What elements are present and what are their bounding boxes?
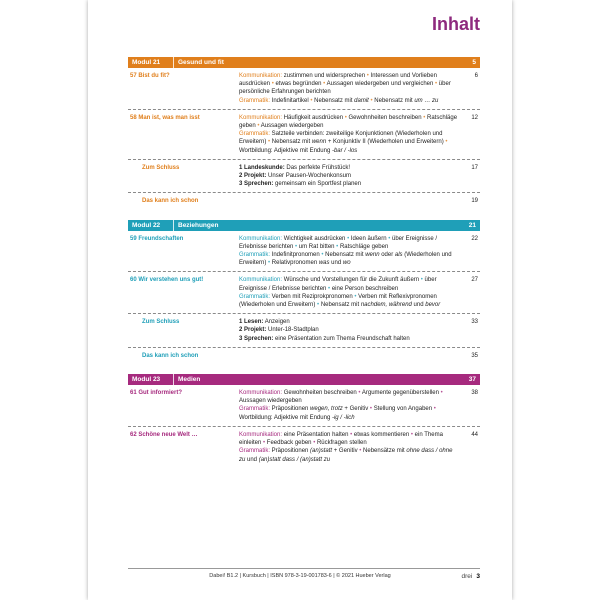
text-segment: Nebensatz mit [372, 97, 415, 104]
lesson-title[interactable]: Das kann ich schon [142, 352, 199, 359]
text-segment: • [369, 406, 373, 413]
text-segment: und [329, 260, 343, 267]
activity-item [239, 335, 458, 343]
lesson-title[interactable]: Das kann ich schon [142, 198, 199, 205]
text-segment: Präpositionen [270, 448, 311, 455]
lesson-description [238, 197, 458, 205]
text-segment: • [257, 123, 260, 130]
module-header[interactable] [128, 220, 480, 231]
description-line [239, 72, 458, 97]
text-segment: Grammatik: [239, 97, 271, 104]
text-segment: Satzteile verbinden: zweiteilige Konjunktionen (Wiederholen und Erweitern) [239, 131, 443, 146]
lesson-page: 12 [471, 114, 478, 121]
activity-text: Anzeigen [263, 319, 290, 326]
module-number: Modul 21 [132, 57, 174, 68]
activity-number: 1 [239, 319, 245, 326]
text-segment: Gewohnheiten beschreiben [346, 114, 424, 121]
text-segment: Nebensatz mit [270, 139, 312, 146]
lesson-title[interactable]: 60 Wir verstehen uns gut! [130, 277, 204, 284]
activity-label: Landeskunde: [244, 164, 285, 171]
text-segment: • [370, 97, 373, 104]
lesson-row [128, 314, 480, 348]
activity-text: Unter-18-Stadtplan [266, 327, 319, 334]
text-segment: Relativpronomen [270, 260, 319, 267]
lesson-page: 22 [471, 235, 478, 242]
table-of-contents [128, 53, 480, 468]
activity-item [239, 172, 458, 180]
lesson-description [238, 164, 458, 189]
lesson-page: 27 [471, 277, 478, 284]
text-segment: • [321, 252, 324, 259]
lesson-row [128, 348, 480, 364]
text-segment: etwas kommentieren [352, 431, 411, 438]
text-segment: • [268, 260, 271, 267]
module-name: Medien [178, 376, 201, 384]
text-segment: • [358, 390, 361, 397]
text-segment: -ig / -lich [331, 414, 355, 421]
text-segment: Grammatik: [239, 448, 271, 455]
text-segment: Kommunikation: [239, 114, 283, 121]
text-segment: Kommunikation: [239, 431, 283, 438]
activity-label: Projekt: [244, 327, 267, 334]
text-segment: Ratschläge geben [338, 243, 389, 250]
lesson-page: 17 [471, 164, 478, 171]
text-segment: + Genitiv [332, 448, 360, 455]
lesson-description [238, 72, 458, 105]
activity-number: 3 [239, 181, 245, 188]
text-segment: -bar / -los [331, 147, 358, 154]
module-page: 37 [468, 376, 476, 384]
lesson-title[interactable]: Zum Schluss [142, 319, 180, 326]
text-segment: um … zu [414, 97, 439, 104]
text-segment: Indefinitartikel [270, 97, 311, 104]
text-segment: eine Präsentation halten [282, 431, 351, 438]
text-segment: was [318, 260, 330, 267]
text-segment: (an)statt dass / (an)statt zu [258, 456, 331, 463]
lesson-description [238, 114, 458, 155]
lesson-page: 35 [471, 352, 478, 359]
text-segment: • [323, 81, 326, 88]
text-segment: damit [354, 97, 369, 104]
text-segment: Rückfragen stellen [315, 440, 367, 447]
text-segment: Interessen und Vorlieben ausdrücken [239, 73, 437, 88]
text-segment: • [295, 243, 298, 250]
lesson-page: 44 [471, 431, 478, 438]
text-segment: • [440, 390, 443, 397]
lesson-title[interactable]: 59 Freundschaften [130, 235, 184, 242]
text-segment: • [420, 277, 423, 284]
text-segment: • [347, 235, 350, 242]
lesson-title[interactable]: 57 Bist du fit? [130, 73, 170, 79]
text-segment: Kommunikation: [239, 235, 283, 242]
page-number [462, 573, 480, 580]
text-segment: bevor [425, 302, 441, 309]
description-line [239, 130, 458, 155]
activity-text: gemeinsam ein Sportfest planen [273, 181, 362, 188]
text-segment: • [310, 97, 313, 104]
text-segment: Aussagen wiedergeben [259, 123, 324, 130]
lesson-row [128, 160, 480, 194]
text-segment: Ratschläge geben [239, 114, 458, 130]
lesson-description [238, 276, 458, 309]
text-segment: Verben mit Reziprokpronomen [270, 293, 355, 300]
text-segment: Feedback geben [265, 440, 314, 447]
text-segment: um Rat bitten [297, 243, 337, 250]
text-segment: wenn [365, 252, 380, 259]
activity-label: Lesen: [244, 319, 264, 326]
lesson-page: 19 [471, 198, 478, 205]
text-segment: Kommunikation: [239, 73, 283, 79]
activity-item [239, 318, 458, 326]
text-segment: Nebensatz mit [323, 252, 366, 259]
text-segment: Verben mit Reflexivpronomen (Wiederholen und Erweitern) [239, 293, 437, 309]
lesson-row [128, 427, 480, 468]
description-line [239, 431, 458, 447]
lesson-row [128, 110, 480, 160]
activity-number: 2 [239, 173, 245, 180]
lesson-page: 6 [474, 73, 478, 79]
text-segment: Aussagen wiedergeben und vergleichen [325, 81, 436, 88]
module-page: 5 [472, 59, 476, 66]
lesson-row [128, 231, 480, 273]
description-line [239, 293, 458, 309]
activity-label: Projekt: [244, 173, 267, 180]
text-segment: • [354, 293, 357, 300]
module-page: 21 [468, 221, 476, 229]
text-segment: Wünsche und Vorstellungen für die Zukunft äußern [282, 277, 421, 284]
activity-item [239, 180, 458, 188]
text-segment: eine Person beschreiben [330, 285, 399, 292]
lesson-row [128, 272, 480, 314]
text-segment: Stellung von Angaben [372, 406, 434, 413]
text-segment: • [268, 139, 271, 146]
lesson-description [238, 389, 458, 422]
text-segment: Kommunikation: [239, 277, 283, 284]
description-line [239, 389, 458, 405]
description-line [239, 405, 458, 421]
text-segment: Nebensatz mit [312, 97, 355, 104]
lesson-description [238, 235, 458, 268]
text-segment: (an)statt [310, 448, 333, 455]
text-segment: • [350, 431, 353, 438]
text-segment: Grammatik: [239, 252, 271, 259]
module-number: Modul 22 [132, 220, 174, 231]
description-line [239, 276, 458, 292]
text-segment: oder [379, 252, 395, 259]
text-segment: ein Thema einleiten [239, 431, 443, 447]
text-segment: Nebensatz mit [319, 302, 361, 309]
description-line [239, 251, 458, 267]
text-segment: Grammatik: [239, 293, 271, 300]
text-segment: über persönliche Erfahrungen berichten [239, 81, 451, 96]
activity-item [239, 164, 458, 172]
page-title: Inhalt [432, 14, 480, 34]
page-word: drei [461, 573, 473, 580]
lesson-row [128, 385, 480, 427]
text-segment: Ideen äußern [349, 235, 389, 242]
module-header[interactable] [128, 57, 480, 68]
lesson-description [238, 318, 458, 343]
text-segment: zustimmen und widersprechen [282, 73, 367, 79]
lesson-description [238, 352, 458, 360]
text-segment: Wichtigkeit ausdrücken [282, 235, 348, 242]
text-segment: und [245, 456, 259, 463]
text-segment: und [411, 302, 426, 309]
text-segment: über Ereignisse / Erlebnisse berichten [239, 277, 437, 292]
text-segment: wenn [311, 139, 327, 146]
module-name: Gesund und fit [178, 59, 224, 66]
footer-imprint: Dabei! B1.2 | Kursbuch | ISBN 978-3-19-001783-6 | © 2021 Hueber Verlag [209, 573, 391, 579]
lesson-title[interactable]: 62 Schöne neue Welt … [130, 431, 198, 438]
text-segment: • [344, 114, 347, 121]
text-segment: • [366, 73, 369, 79]
text-segment: • [388, 235, 391, 242]
activity-number: 3 [239, 335, 245, 342]
module-number: Modul 23 [132, 374, 174, 385]
lesson-title[interactable]: 61 Gut informiert? [130, 390, 183, 397]
text-segment: • [359, 448, 362, 455]
activity-number: 2 [239, 327, 245, 334]
activity-number: 1 [239, 164, 245, 171]
text-segment: • [410, 431, 414, 438]
text-segment: Grammatik: [239, 406, 271, 413]
text-segment: etwas begründen [273, 81, 324, 88]
lesson-page: 38 [471, 390, 478, 397]
lesson-title[interactable]: 58 Man ist, was man isst [130, 114, 200, 121]
text-segment: Nebensätze mit [361, 448, 407, 455]
book-page [88, 0, 512, 600]
activity-text: Unser Pausen-Wochenkonsum [266, 173, 351, 180]
text-segment: • [313, 440, 316, 447]
activity-text: Das perfekte Frühstück! [284, 164, 351, 171]
lesson-description [238, 431, 458, 464]
description-line [239, 447, 458, 463]
text-segment: • [336, 243, 339, 250]
activity-label: Sprechen: [244, 181, 274, 188]
text-segment: • [445, 139, 448, 146]
text-segment: wo [342, 260, 351, 267]
text-segment: wegen, trotz [310, 406, 343, 413]
lesson-title[interactable]: Zum Schluss [142, 164, 180, 171]
text-segment: Argumente gegenüberstellen [360, 390, 441, 397]
activity-label: Sprechen: [244, 335, 274, 342]
text-segment: Aussagen wiedergeben [239, 398, 302, 405]
description-line [239, 235, 458, 251]
text-segment: • [328, 285, 331, 292]
text-segment: über Ereignisse / Erlebnisse berichten [239, 235, 438, 250]
text-segment: Wortbildung: Adjektive mit Endung [239, 414, 332, 421]
text-segment: • [423, 114, 426, 121]
text-segment: • [263, 440, 266, 447]
text-segment: • [271, 81, 274, 88]
module-header[interactable] [128, 374, 480, 385]
text-segment: Häufigkeit ausdrücken [282, 114, 345, 121]
text-segment: als [394, 252, 403, 259]
text-segment: nachdem, während [360, 302, 412, 309]
text-segment: Präpositionen [270, 406, 311, 413]
text-segment: Kommunikation: [239, 390, 283, 397]
text-segment: Indefinitpronomen [270, 252, 322, 259]
text-segment: + Genitiv [342, 406, 370, 413]
text-segment: Wortbildung: Adjektive mit Endung [239, 147, 332, 154]
text-segment: • [435, 81, 438, 88]
text-segment: (Wiederholen und Erweitern) [239, 252, 452, 267]
lesson-row [128, 193, 480, 209]
activity-item [239, 326, 458, 334]
description-line [239, 114, 458, 130]
text-segment: • [433, 406, 436, 413]
text-segment: Gewohnheiten beschreiben [282, 390, 359, 397]
text-segment: • [317, 302, 320, 309]
footer-divider [128, 568, 480, 569]
description-line [239, 97, 458, 105]
lesson-page: 33 [471, 319, 478, 326]
lesson-row [128, 68, 480, 110]
text-segment: + Konjunktiv II (Wiederholen und Erweitern) [326, 139, 446, 146]
text-segment: Grammatik: [239, 131, 271, 138]
activity-text: eine Präsentation zum Thema Freundschaft halten [273, 335, 410, 342]
module-name: Beziehungen [178, 221, 219, 229]
text-segment: ohne dass / ohne zu [239, 448, 453, 463]
page-digit: 3 [476, 573, 480, 580]
